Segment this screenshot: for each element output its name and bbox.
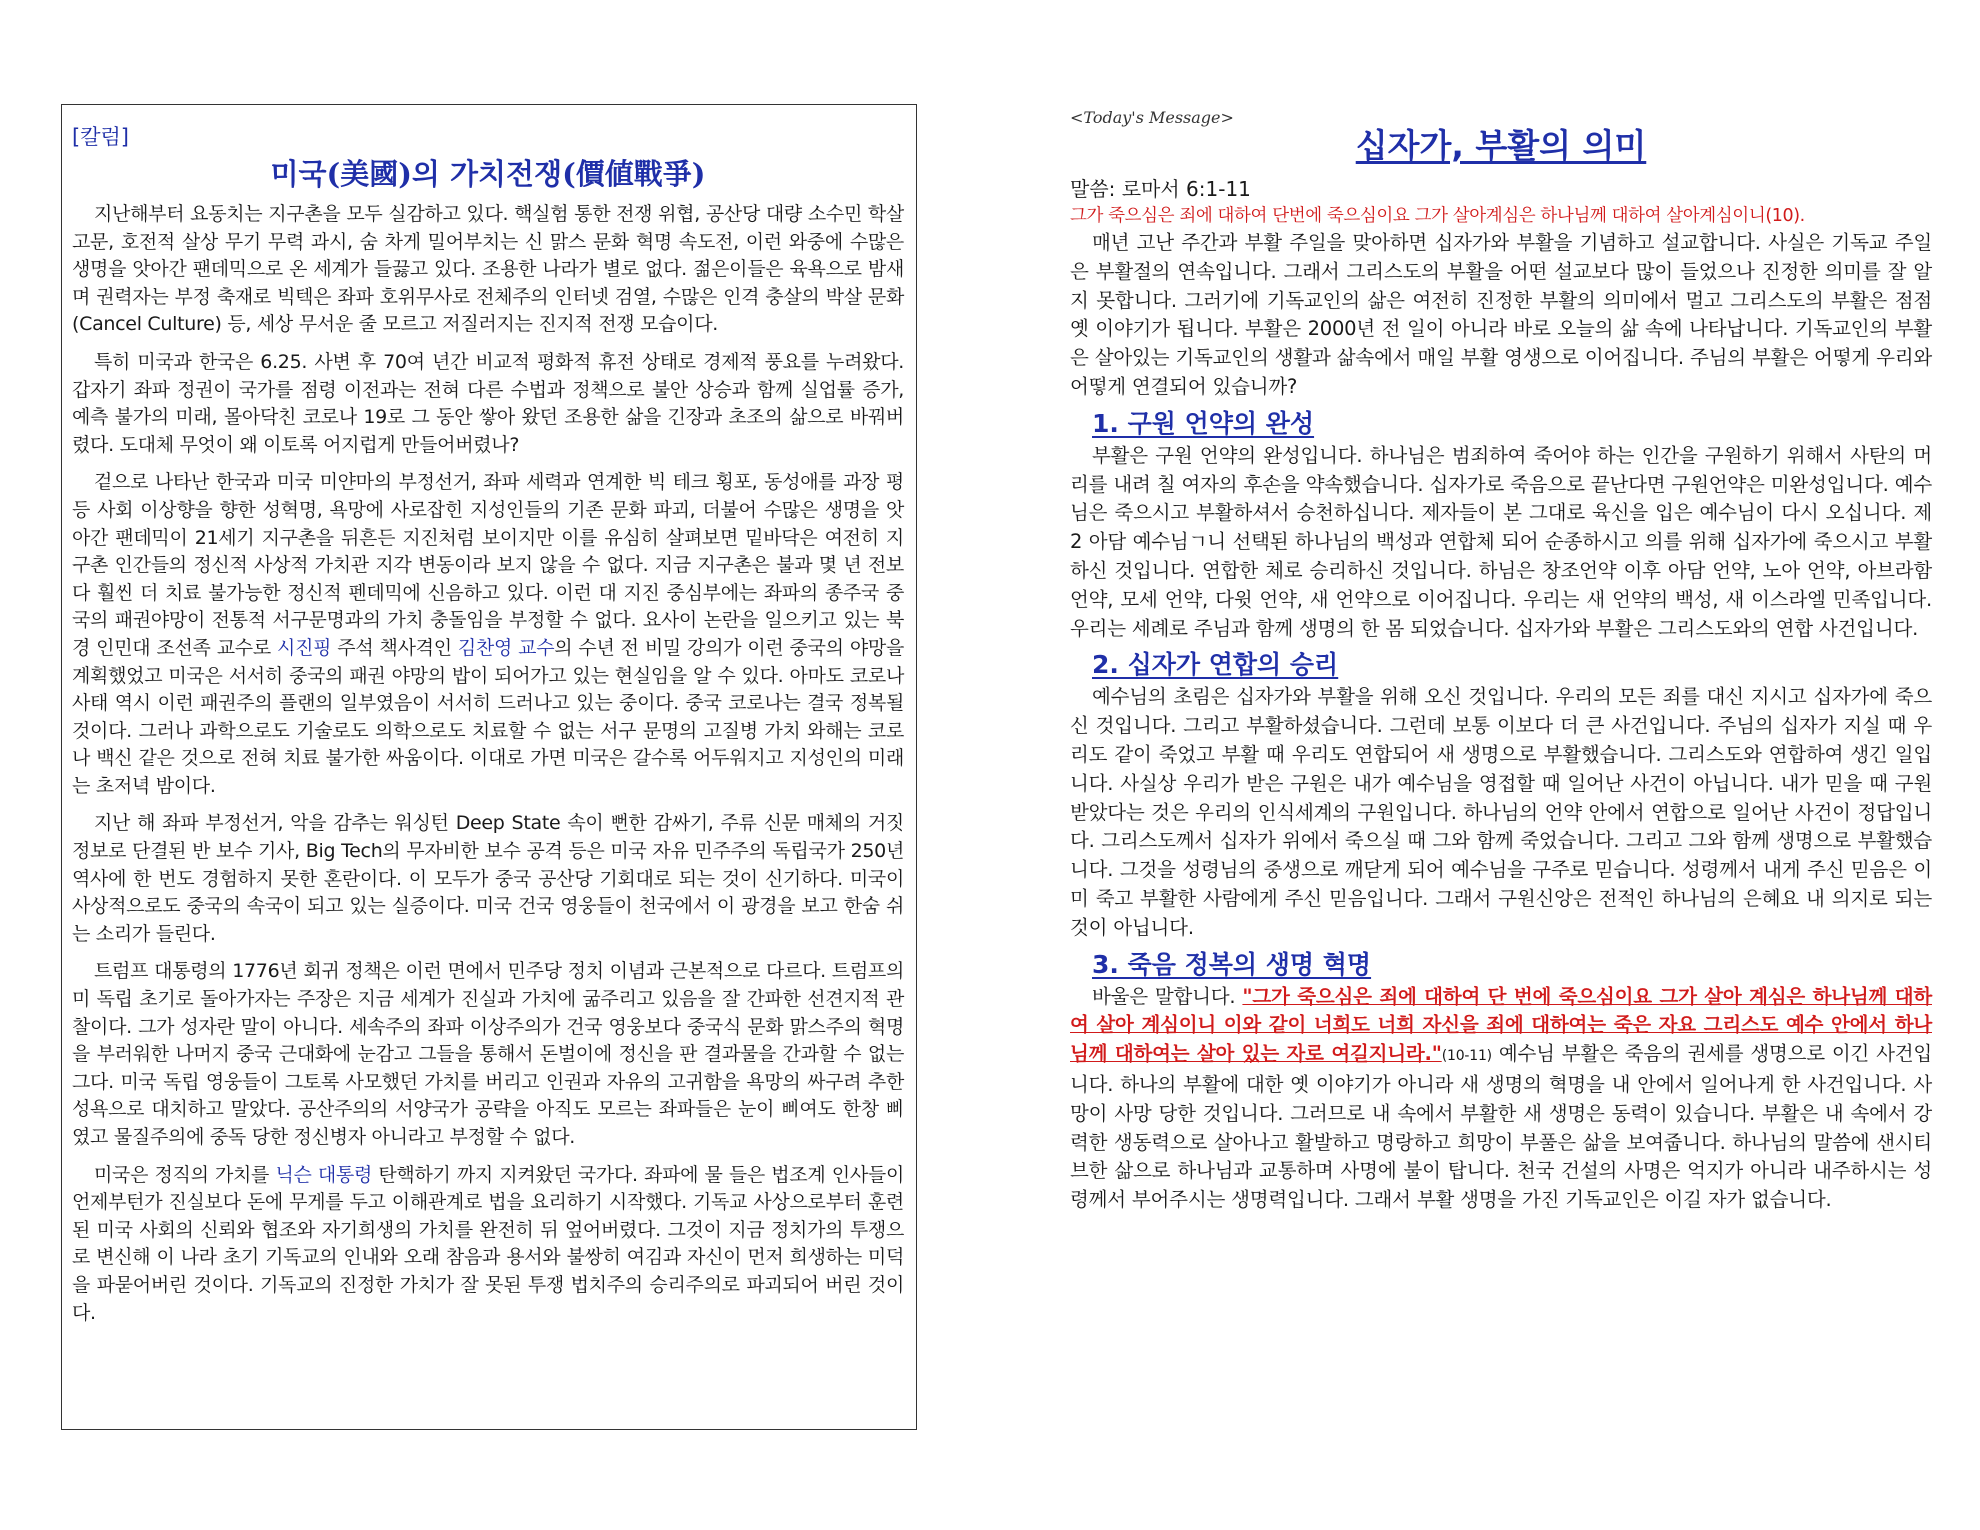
column-paragraph-1: 지난해부터 요동치는 지구촌을 모두 실감하고 있다. 핵실험 통한 전쟁 위협, 공산당 대량 소수민 학살 고문, 호전적 살상 무기 무력 과시, 숨 차게 밀어부치는 신 맑스 문화 혁명 속도전, 이런 와중에 수많은 생명을 앗아간 팬데믹으로 온 세계가 들끓고 있다. 조용한 나라가 별로 없다. 젊은이들은 육욕으로 밤새며 권력자는 부정 축재로 빅텍은 좌파 호위무사로 전체주의 인터넷 검열, 수많은 인격 충살의 박살 문화(Cancel Culture) 등, 세상 무서운 줄 모르고 저질러지는 진지적 전쟁 모습이다.: [72, 203, 904, 336]
section-3-text: 예수님 부활은 죽음의 권세를 생명으로 이긴 사건입니다. 하나의 부활에 대한 옛 이야기가 아니라 새 생명의 혁명을 내 안에서 일어나게 한 사건입니다. 사망이 사망 당한 것입니다. 그러므로 내 속에서 부활한 새 생명은 동력이 있습니다. 부활은 내 속에서 강력한 생동력으로 살아나고 활발하고 명랑하고 희망이 부풀은 삶을 보여줍니다. 하나님의 말씀에 샌시티브한 삶으로 하나님과 교통하며 사명에 불이 탑니다. 천국 건설의 사명은 억지가 아니라 내주하시는 성령께서 부어주시는 생명력입니다. 그래서 부활 생명을 가진 기독교인은 이길 자가 없습니다.: [1070, 1042, 1932, 1212]
section-3-quote: "그가 죽으심은 죄에 대하여 단 번에 죽으심이요 그가 살아 계심은 하나님께 대하여 살아 계심이니 이와 같이 너희도 너희 자신을 죄에 대하여는 죽은 자요 그리스도 예수 안에서 하나님께 대하여는 살아 있는 자로 여길지니라.": [1070, 984, 1932, 1066]
section-1-title: 1. 구원 언약의 완성: [1092, 408, 1315, 438]
section-3-title: 3. 죽음 정복의 생명 혁명: [1092, 949, 1372, 979]
section-3-ref: (10-11): [1441, 1048, 1492, 1065]
column-paragraph-3-text-b: 주석 책사격인: [331, 636, 458, 659]
key-verse: 그가 죽으심은 죄에 대하여 단번에 죽으심이요 그가 살아계심은 하나님께 대하여 살아계심이니(10).: [1070, 206, 1805, 226]
column-paragraph-3: [72, 469, 904, 800]
message-title: [1070, 125, 1932, 167]
column-paragraph-6-text-a: 미국은 정직의 가치를: [94, 1163, 276, 1186]
message-intro: 매년 고난 주간과 부활 주일을 맞아하면 십자가와 부활을 기념하고 설교합니다. 사실은 기독교 주일은 부활절의 연속입니다. 그래서 그리스도의 부활을 어떤 설교보다 많이 들었으나 진정한 의미를 잘 알지 못합니다. 그러기에 기독교인의 삶은 여전히 진정한 부활의 의미에서 멀고 그리스도의 부활은 점점 옛 이야기가 됩니다. 부활은 2000년 전 일이 아니라 바로 오늘의 삶 속에 나타납니다. 기독교인의 부활은 살아있는 기독교인의 생활과 삶속에서 매일 부활 영생으로 이어집니다. 주님의 부활은 어떻게 우리와 어떻게 연결되어 있습니까?: [1070, 231, 1932, 398]
column-tag: [칼럼]: [72, 125, 129, 149]
todays-message-tag: <Today's Message>: [1070, 108, 1234, 127]
column-paragraph-3-text-a: 겉으로 나타난 한국과 미국 미얀마의 부정선거, 좌파 세력과 연계한 빅 테크 횡포, 동성애를 과장 평등 사회 이상향을 향한 성혁명, 욕망에 사로잡힌 지성인들의 기존 문화 파괴, 더불어 수많은 생명을 앗아간 팬데믹이 21세기 지구촌을 뒤흔든 지진처럼 보이지만 이를 유심히 살펴보면 밑바닥은 여전히 지구촌 인간들의 정신적 사상적 가치관 지각 변동이라 보지 않을 수 없다. 지금 지구촌은 불과 몇 년 전보다 훨씬 더 치료 불가능한 정신적 펜데믹에 신음하고 있다. 이런 대 지진 중심부에는 좌파의 종주국 중국의 패권야망이 전통적 서구문명과의 가치 충돌임을 부정할 수 없다. 요사이 논란을 일으키고 있는 북경 인민대 조선족 교수로: [72, 471, 904, 659]
section-2-title: 2. 십자가 연합의 승리: [1092, 650, 1339, 680]
highlight-name-xi: 시진핑: [277, 636, 332, 659]
section-1-body: 부활은 구원 언약의 완성입니다. 하나님은 범죄하여 죽어야 하는 인간을 구원하기 위해서 사탄의 머리를 내려 칠 여자의 후손을 약속했습니다. 십자가로 죽음으로 끝난다면 구원언약은 미완성입니다. 예수님은 죽으시고 부활하셔서 승천하십니다. 제자들이 본 그대로 육신을 입은 예수님이 다시 오십니다. 제 2 아담 예수님ㄱ니 선택된 하나님의 백성과 연합체 되어 순종하시고 의를 위해 십자가에 죽으시고 부활하신 것입니다. 연합한 체로 승리하신 것입니다. 하님은 창조언약 이후 아담 언약, 노아 언약, 아브라함 언약, 모세 언약, 다윗 언약, 새 언약으로 이어집니다. 우리는 새 언약의 백성, 새 이스라엘 민족입니다. 우리는 세례로 주님과 함께 생명의 한 몸 되었습니다. 십자가와 부활은 그리스도와의 연합 사건입니다.: [1070, 443, 1932, 640]
scripture-reference: 말씀: 로마서 6:1-11: [1070, 177, 1251, 201]
highlight-name-professor: 김찬영 교수: [457, 636, 555, 659]
column-box: [61, 104, 917, 1430]
section-3-body: [1070, 983, 1932, 1215]
section-3-lead: 바울은 말합니다.: [1092, 984, 1243, 1008]
message-column: [1070, 108, 1932, 1215]
highlight-name-nixon: 닉슨 대통령: [275, 1163, 373, 1186]
column-paragraph-2: 특히 미국과 한국은 6.25. 사변 후 70여 년간 비교적 평화적 휴전 상태로 경제적 풍요를 누려왔다. 갑자기 좌파 정권이 국가를 점령 이전과는 전혀 다른 수법과 정책으로 불안 상승과 함께 실업률 증가, 예측 불가의 미래, 몰아닥친 코로나 19로 그 동안 쌓아 왔던 조용한 삶을 긴장과 초조의 삶으로 바꿔버렸다. 도대체 무엇이 왜 이토록 어지럽게 만들어버렸나?: [72, 350, 904, 456]
column-paragraph-5: 트럼프 대통령의 1776년 회귀 정책은 이런 면에서 민주당 정치 이념과 근본적으로 다르다. 트럼프의 미 독립 초기로 돌아가자는 주장은 지금 세계가 진실과 가치에 굶주리고 있음을 잘 간파한 선견지적 관찰이다. 그가 성자란 말이 아니다. 세속주의 좌파 이상주의가 건국 영웅보다 중국식 문화 맑스주의 혁명을 부러워한 나머지 중국 근대화에 눈감고 그들을 통해서 돈벌이에 정신을 판 결과물을 간과할 수 없는 그다. 미국 독립 영웅들이 그토록 사모했던 가치를 버리고 인권과 자유의 고귀함을 욕망의 싸구려 추한 성욕으로 대치하고 말았다. 공산주의의 서양국가 공략을 아직도 모르는 좌파들은 눈이 삐여도 한창 삐였고 물질주의에 중독 당한 정신병자 아니라고 부정할 수 없다.: [72, 960, 904, 1148]
message-title-text: 십자가, 부활의 의미: [1355, 126, 1647, 165]
column-paragraph-6-text-b: 탄핵하기 까지 지켜왔던 국가다. 좌파에 물 들은 법조계 인사들이 언제부턴가 진실보다 돈에 무게를 두고 이해관계로 법을 요리하기 시작했다. 기독교 사상으로부터 훈련된 미국 사회의 신뢰와 협조와 자기희생의 가치를 완전히 뒤 엎어버렸다. 그것이 지금 정치가의 투쟁으로 변신해 이 나라 초기 기독교의 인내와 오래 참음과 용서와 불쌍히 여김과 자신이 먼저 희생하는 미덕을 파묻어버린 것이다. 기독교의 진정한 가치가 잘 못된 투쟁 법치주의 승리주의로 파괴되어 버린 것이다.: [72, 1163, 904, 1324]
section-2-body: 예수님의 초림은 십자가와 부활을 위해 오신 것입니다. 우리의 모든 죄를 대신 지시고 십자가에 죽으신 것입니다. 그리고 부활하셨습니다. 그런데 보통 이보다 더 큰 사건입니다. 주님의 십자가 지실 때 우리도 같이 죽었고 부활 때 우리도 연합되어 새 생명으로 부활했습니다. 그리스도와 연합하여 생긴 일입니다. 사실상 우리가 받은 구원은 내가 예수님을 영접할 때 일어난 사건이 아닙니다. 내가 믿을 때 구원받았다는 것은 우리의 인식세계의 구원입니다. 하나님의 언약 안에서 연합으로 일어난 사건이 정답입니다. 그리스도께서 십자가 위에서 죽으실 때 그와 함께 죽었습니다. 그리고 그와 함께 생명으로 부활했습니다. 그것을 성령님의 중생으로 깨닫게 되어 예수님을 구주로 믿습니다. 성령께서 내게 주신 믿음은 이미 죽고 부활한 사람에게 주신 믿음입니다. 그래서 구원신앙은 전적인 하나님의 은혜요 내 의지로 되는 것이 아닙니다.: [1070, 685, 1932, 939]
column-paragraph-4: 지난 해 좌파 부정선거, 악을 감추는 워싱턴 Deep State 속이 뻔한 감싸기, 주류 신문 매체의 거짓 정보로 단결된 반 보수 기사, Big Tech의 무자비한 보수 공격 등은 미국 자유 민주주의 독립국가 250년 역사에 한 번도 경험하지 못한 혼란이다. 이 모두가 중국 공산당 기회대로 되는 것이 신기하다. 미국이 사상적으로도 중국의 속국이 되고 있는 실증이다. 미국 건국 영웅들이 천국에서 이 광경을 보고 한숨 쉬는 소리가 들린다.: [72, 812, 904, 945]
column-paragraph-6: [72, 1162, 904, 1328]
column-title: 미국(美國)의 가치전쟁(價値戰爭): [270, 157, 706, 191]
column-paragraph-3-text-c: 의 수년 전 비밀 강의가 이런 중국의 야망을 계획했었고 미국은 서서히 중국의 패권 야망의 밥이 되어가고 있는 현실임을 알 수 있다. 아마도 코로나 사태 역시 이런 패권주의 플랜의 일부였음이 서서히 드러나고 있는 중이다. 중국 코로나는 결국 정복될 것이다. 그러나 과학으로도 기술로도 의학으로도 치료할 수 없는 서구 문명의 고질병 가치 와해는 코로나 백신 같은 것으로 전혀 치료 불가한 싸움이다. 이대로 가면 미국은 갈수록 어두워지고 지성인의 미래는 초저녁 밤이다.: [72, 636, 905, 797]
